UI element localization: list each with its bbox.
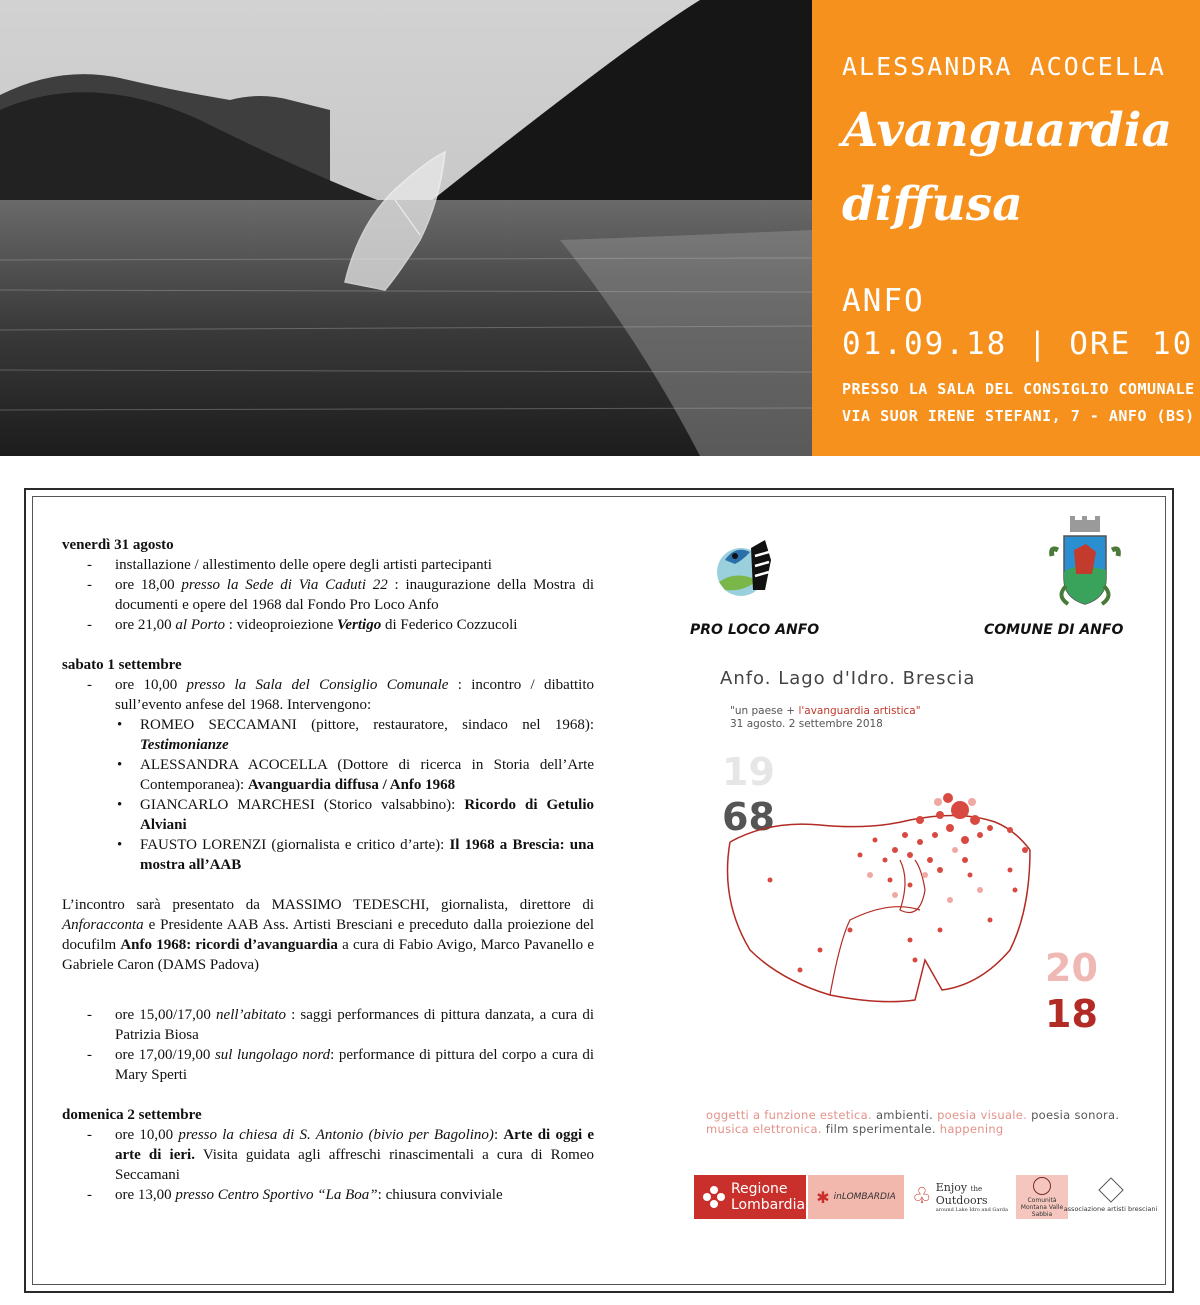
discipline: musica elettronica. xyxy=(706,1122,826,1136)
enjoy-word: the xyxy=(970,1184,983,1193)
poster-dates: 31 agosto. 2 settembre 2018 xyxy=(730,718,883,730)
inlombardia-text: inLOMBARDIA xyxy=(833,1192,896,1202)
event-info-panel xyxy=(812,0,1200,456)
talk-title: Ricordo di Getulio Alviani xyxy=(140,797,594,833)
venue-line-1: PRESSO LA SALA DEL CONSIGLIO COMUNALE xyxy=(842,380,1195,398)
item-time: ore 18,00 xyxy=(115,577,182,593)
item-time: ore 10,00 xyxy=(115,677,187,693)
regione-lombardia-logo xyxy=(694,1175,806,1219)
event-datetime: 01.09.18 | ORE 10 xyxy=(842,326,1194,362)
aab-logo xyxy=(1063,1175,1158,1219)
event-place: ANFO xyxy=(842,283,925,319)
event-title: Avanguardia diffusa xyxy=(842,103,1172,232)
lake-map-illustration xyxy=(710,780,1040,1020)
lombardia-rose-icon xyxy=(702,1185,726,1209)
lake-photo xyxy=(0,0,812,456)
discipline: poesia sonora. xyxy=(1031,1108,1120,1122)
spacer xyxy=(62,635,594,655)
para-text: a cura di Fabio Avigo, Marco Pavanello e Gabriele Caron (DAMS Padova) xyxy=(62,937,594,973)
list-item xyxy=(62,1125,594,1185)
year-2018-top: 20 xyxy=(1045,946,1098,990)
item-place: presso Centro Sportivo “La Boa” xyxy=(175,1187,378,1203)
year-1968-top: 19 xyxy=(722,750,775,794)
comunita-emblem-icon xyxy=(1033,1177,1051,1195)
speaker-text: FAUSTO LORENZI (giornalista e critico d’arte): xyxy=(140,837,450,853)
spacer xyxy=(62,975,594,995)
discipline: poesia visuale. xyxy=(937,1108,1032,1122)
talk-title: Testimonianze xyxy=(140,737,229,753)
speaker-text: ROMEO SECCAMANI (pittore, restauratore, sindaco nel 1968): xyxy=(140,717,594,733)
poster-sub-text: "un paese + xyxy=(730,705,799,717)
talk-title: Avanguardia diffusa / Anfo 1968 xyxy=(247,777,456,793)
item-text: Visita guidata agli affreschi rinascimentali a cura di Romeo Seccamani xyxy=(115,1147,594,1183)
item-text: : chiusura conviviale xyxy=(377,1187,503,1203)
poster-sub-red: l'avanguardia artistica" xyxy=(798,705,921,717)
item-time: ore 10,00 xyxy=(115,1127,179,1143)
item-text: : saggi performances di pittura danzata, a cura di Patrizia Biosa xyxy=(115,1007,594,1043)
speaker-item xyxy=(62,795,594,835)
item-place: nell’abitato xyxy=(216,1007,287,1023)
item-text: : xyxy=(493,1127,504,1143)
comunita-text: Comunità Montana Valle Sabbia xyxy=(1020,1196,1064,1218)
list-item xyxy=(62,1005,594,1045)
item-place: presso la Sala del Consiglio Comunale xyxy=(186,677,449,693)
aab-cube-icon xyxy=(1098,1177,1123,1202)
comune-label: COMUNE DI ANFO xyxy=(984,622,1124,638)
venue-line-2: VIA SUOR IRENE STEFANI, 7 - ANFO (BS) xyxy=(842,407,1195,425)
spacer xyxy=(62,995,594,1005)
list-item xyxy=(62,1045,594,1085)
inlombardia-star-icon: ✱ xyxy=(816,1187,830,1207)
enjoy-mountain-icon: ♧ xyxy=(912,1184,932,1209)
item-text: : videoproiezione xyxy=(225,617,338,633)
speaker-text: ALESSANDRA ACOCELLA (Dottore di ricerca in Storia dell’Arte Contemporanea): xyxy=(140,757,594,793)
item-place: al Porto xyxy=(175,617,225,633)
hero-banner xyxy=(0,0,1200,456)
pro-loco-logo xyxy=(705,530,785,610)
day-title-sunday: domenica 2 settembre xyxy=(62,1107,202,1123)
list-item xyxy=(62,675,594,715)
item-time: ore 21,00 xyxy=(115,617,176,633)
regione-line-2: Lombardia xyxy=(730,1197,806,1213)
day-title-friday: venerdì 31 agosto xyxy=(62,537,174,553)
discipline: film sperimentale. xyxy=(825,1122,940,1136)
comunita-montana-logo xyxy=(1016,1175,1068,1219)
list-item xyxy=(62,555,594,575)
program-schedule xyxy=(62,535,594,1205)
pro-loco-label: PRO LOCO ANFO xyxy=(690,622,820,638)
item-place: presso la Sede di Via Caduti 22 xyxy=(181,577,388,593)
author-name: ALESSANDRA ACOCELLA xyxy=(842,52,1166,81)
para-text: e Presidente AAB Ass. Artisti Bresciani e preceduto dalla proiezione del docufilm xyxy=(62,917,594,953)
enjoy-word: Outdoors xyxy=(935,1193,988,1207)
item-text: : incontro / dibattito sull’evento anfese del 1968. Intervengono: xyxy=(115,677,595,713)
item-text: : performance di pittura del corpo a cura di Mary Sperti xyxy=(115,1047,594,1083)
speaker-item xyxy=(62,835,594,875)
presentation-paragraph xyxy=(62,895,594,975)
item-title: Vertigo xyxy=(337,617,382,633)
list-item xyxy=(62,575,594,615)
spacer xyxy=(62,1085,594,1105)
comune-logo xyxy=(1046,516,1124,612)
inlombardia-logo xyxy=(808,1175,904,1219)
item-place: presso la chiesa di S. Antonio (bivio per Bagolino) xyxy=(178,1127,494,1143)
para-text: L’incontro sarà presentato da MASSIMO TEDESCHI, giornalista, direttore di xyxy=(62,897,594,913)
discipline: happening xyxy=(939,1122,1004,1136)
discipline: oggetti a funzione estetica. xyxy=(706,1108,876,1122)
regione-line-1: Regione xyxy=(730,1181,788,1197)
speaker-text: GIANCARLO MARCHESI (Storico valsabbino): xyxy=(140,797,465,813)
item-time: ore 13,00 xyxy=(115,1187,176,1203)
year-1968-bottom: 68 xyxy=(722,795,775,839)
poster-heading: Anfo. Lago d'Idro. Brescia xyxy=(720,668,976,689)
day-title-saturday: sabato 1 settembre xyxy=(62,657,182,673)
para-italic: Anforacconta xyxy=(62,917,144,933)
aab-text: associazione artisti bresciani xyxy=(1063,1205,1158,1213)
spacer xyxy=(62,875,594,895)
item-text: installazione / allestimento delle opere degli artisti partecipanti xyxy=(115,557,492,573)
item-text: di Federico Cozzucoli xyxy=(381,617,518,633)
enjoy-word: Enjoy xyxy=(935,1180,968,1194)
poster-disciplines xyxy=(706,1108,1136,1136)
sponsor-logos xyxy=(694,1175,1158,1221)
item-time: ore 17,00/19,00 xyxy=(115,1047,215,1063)
list-item xyxy=(62,1185,594,1205)
event-venue xyxy=(842,376,1195,430)
comune-coat-of-arms-icon xyxy=(1046,516,1124,612)
pro-loco-emblem-icon xyxy=(705,530,785,610)
item-place: sul lungolago nord xyxy=(214,1047,331,1063)
speaker-item xyxy=(62,755,594,795)
item-text: : inaugurazione della Mostra di documenti e opere del 1968 dal Fondo Pro Loco Anfo xyxy=(115,577,594,613)
docufilm-title: Anfo 1968: ricordi d’avanguardia xyxy=(120,937,338,953)
poster-subheading xyxy=(730,705,921,731)
talk-title: Il 1968 a Brescia: una mostra all’AAB xyxy=(140,837,594,873)
list-item xyxy=(62,615,594,635)
item-time: ore 15,00/17,00 xyxy=(115,1007,217,1023)
year-2018-bottom: 18 xyxy=(1045,992,1098,1036)
enjoy-text xyxy=(936,1182,1008,1213)
discipline: ambienti. xyxy=(875,1108,938,1122)
enjoy-tagline: around Lake Idro and Garda xyxy=(935,1206,1008,1213)
enjoy-outdoors-logo xyxy=(910,1175,1010,1219)
speaker-item xyxy=(62,715,594,755)
lake-photo-illustration xyxy=(0,0,812,456)
item-title: Arte di oggi e arte di ieri. xyxy=(115,1127,595,1163)
